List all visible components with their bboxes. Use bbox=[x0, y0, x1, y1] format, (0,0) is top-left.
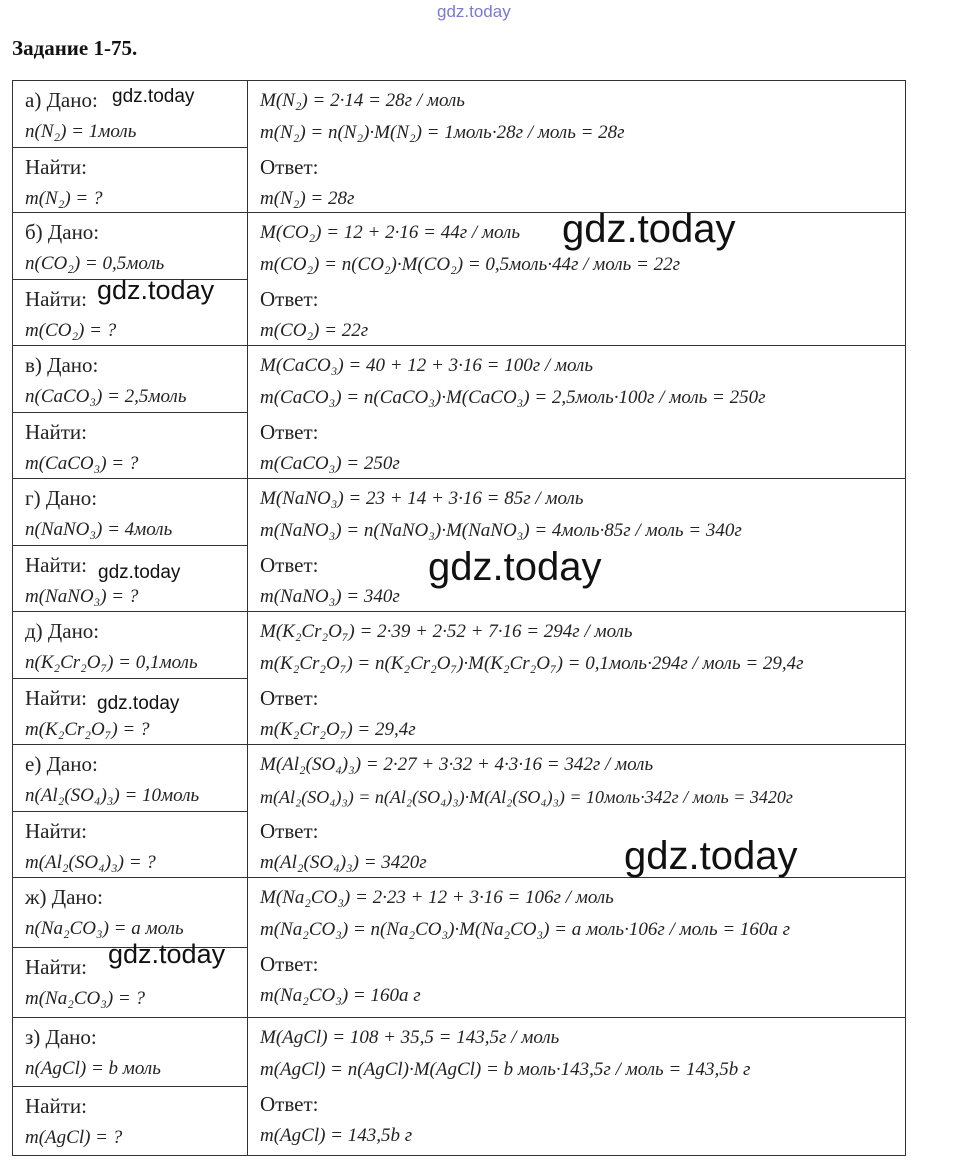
answer-label: Ответ: bbox=[260, 1092, 319, 1116]
answer-label: Ответ: bbox=[260, 287, 319, 311]
solution-column bbox=[248, 878, 905, 1017]
find-label: Найти: bbox=[25, 155, 87, 179]
molar-mass-line: M(AgCl) = 108 + 35,5 = 143,5г / моль bbox=[260, 1027, 560, 1048]
solutions-table bbox=[12, 80, 906, 1156]
molar-mass-line: M(CaCO₃) = 40 + 12 + 3·16 = 100г / моль bbox=[260, 355, 593, 376]
solution-column bbox=[248, 1018, 905, 1155]
answer-value: m(CO₂) = 22г bbox=[260, 320, 369, 341]
given-column bbox=[13, 612, 248, 744]
answer-value: m(N₂) = 28г bbox=[260, 188, 355, 209]
mass-calc-line: m(N₂) = n(N₂)·M(N₂) = 1моль·28г / моль = 28г bbox=[260, 122, 625, 143]
given-label: в) Дано: bbox=[25, 353, 99, 377]
find-value: m(K₂Cr₂O₇) = ? bbox=[25, 719, 150, 740]
answer-value: m(Na₂CO₃) = 160a г bbox=[260, 985, 421, 1006]
answer-label: Ответ: bbox=[260, 553, 319, 577]
answer-label: Ответ: bbox=[260, 686, 319, 710]
molar-mass-line: M(NaNO₃) = 23 + 14 + 3·16 = 85г / моль bbox=[260, 488, 584, 509]
molar-mass-line: M(K₂Cr₂O₇) = 2·39 + 2·52 + 7·16 = 294г / моль bbox=[260, 621, 633, 642]
given-value: n(K₂Cr₂O₇) = 0,1моль bbox=[25, 652, 198, 673]
given-value: n(N₂) = 1моль bbox=[25, 121, 137, 142]
find-value: m(NaNO₃) = ? bbox=[25, 586, 139, 607]
given-cell bbox=[13, 1018, 247, 1086]
given-label: г) Дано: bbox=[25, 486, 98, 510]
given-column bbox=[13, 745, 248, 877]
given-value: n(CO₂) = 0,5моль bbox=[25, 253, 165, 274]
molar-mass-line: M(N₂) = 2·14 = 28г / моль bbox=[260, 90, 465, 111]
page-title: Задание 1-75. bbox=[12, 36, 138, 60]
molar-mass-line: M(CO₂) = 12 + 2·16 = 44г / моль bbox=[260, 222, 520, 243]
answer-label: Ответ: bbox=[260, 155, 319, 179]
find-value: m(N₂) = ? bbox=[25, 188, 103, 209]
given-cell bbox=[13, 745, 247, 811]
watermark: gdz.today bbox=[562, 207, 736, 251]
find-cell bbox=[13, 412, 247, 479]
answer-value: m(NaNO₃) = 340г bbox=[260, 586, 400, 607]
watermark: gdz.today bbox=[112, 86, 195, 107]
find-label: Найти: bbox=[25, 955, 87, 979]
solution-column bbox=[248, 612, 905, 744]
given-label: з) Дано: bbox=[25, 1025, 97, 1049]
solution-column bbox=[248, 346, 905, 478]
answer-value: m(Al₂(SO₄)₃) = 3420г bbox=[260, 852, 427, 873]
given-cell bbox=[13, 479, 247, 545]
find-cell bbox=[13, 1086, 247, 1155]
answer-value: m(CaCO₃) = 250г bbox=[260, 453, 400, 474]
find-label: Найти: bbox=[25, 553, 87, 577]
find-label: Найти: bbox=[25, 1094, 87, 1118]
solution-column bbox=[248, 745, 905, 877]
mass-calc-line: m(Na₂CO₃) = n(Na₂CO₃)·M(Na₂CO₃) = a моль·106г / моль = 160a г bbox=[260, 919, 791, 940]
mass-calc-line: m(CO₂) = n(CO₂)·M(CO₂) = 0,5моль·44г / моль = 22г bbox=[260, 254, 680, 275]
find-cell bbox=[13, 147, 247, 214]
watermark: gdz.today bbox=[624, 834, 798, 878]
find-value: m(Al₂(SO₄)₃) = ? bbox=[25, 852, 156, 873]
find-label: Найти: bbox=[25, 819, 87, 843]
mass-calc-line: m(K₂Cr₂O₇) = n(K₂Cr₂O₇)·M(K₂Cr₂O₇) = 0,1моль·294г / моль = 29,4г bbox=[260, 653, 804, 674]
mass-calc-line: m(NaNO₃) = n(NaNO₃)·M(NaNO₃) = 4моль·85г / моль = 340г bbox=[260, 520, 742, 541]
mass-calc-line: m(Al₂(SO₄)₃) = n(Al₂(SO₄)₃)·M(Al₂(SO₄)₃) = 10моль·342г / моль = 3420г bbox=[260, 787, 793, 807]
given-label: ж) Дано: bbox=[25, 885, 103, 909]
molar-mass-line: M(Al₂(SO₄)₃) = 2·27 + 3·32 + 4·3·16 = 342г / моль bbox=[260, 754, 654, 775]
given-cell bbox=[13, 213, 247, 279]
find-value: m(CaCO₃) = ? bbox=[25, 453, 139, 474]
watermark: gdz.today bbox=[98, 562, 181, 583]
answer-value: m(AgCl) = 143,5b г bbox=[260, 1125, 413, 1146]
find-value: m(CO₂) = ? bbox=[25, 320, 117, 341]
answer-value: m(K₂Cr₂O₇) = 29,4г bbox=[260, 719, 416, 740]
molar-mass-line: M(Na₂CO₃) = 2·23 + 12 + 3·16 = 106г / моль bbox=[260, 887, 614, 908]
task-row-v bbox=[12, 346, 906, 479]
answer-label: Ответ: bbox=[260, 420, 319, 444]
find-cell bbox=[13, 811, 247, 878]
given-cell bbox=[13, 878, 247, 947]
given-value: n(CaCO₃) = 2,5моль bbox=[25, 386, 187, 407]
given-value: n(Al₂(SO₄)₃) = 10моль bbox=[25, 785, 200, 806]
given-label: а) Дано: bbox=[25, 88, 98, 112]
given-column bbox=[13, 479, 248, 611]
watermark: gdz.today bbox=[97, 275, 215, 305]
solution-column bbox=[248, 81, 905, 212]
watermark: gdz.today bbox=[97, 693, 180, 714]
given-cell bbox=[13, 612, 247, 678]
answer-label: Ответ: bbox=[260, 952, 319, 976]
given-column bbox=[13, 346, 248, 478]
given-label: д) Дано: bbox=[25, 619, 100, 643]
top-watermark: gdz.today bbox=[437, 2, 511, 21]
task-row-d bbox=[12, 612, 906, 745]
given-value: n(Na₂CO₃) = a моль bbox=[25, 918, 184, 939]
mass-calc-line: m(AgCl) = n(AgCl)·M(AgCl) = b моль·143,5г / моль = 143,5b г bbox=[260, 1059, 751, 1080]
given-label: е) Дано: bbox=[25, 752, 98, 776]
answer-label: Ответ: bbox=[260, 819, 319, 843]
given-value: n(NaNO₃) = 4моль bbox=[25, 519, 173, 540]
mass-calc-line: m(CaCO₃) = n(CaCO₃)·M(CaCO₃) = 2,5моль·100г / моль = 250г bbox=[260, 387, 766, 408]
given-cell bbox=[13, 346, 247, 412]
watermark: gdz.today bbox=[108, 939, 226, 969]
find-value: m(Na₂CO₃) = ? bbox=[25, 988, 145, 1009]
find-label: Найти: bbox=[25, 420, 87, 444]
given-value: n(AgCl) = b моль bbox=[25, 1058, 161, 1079]
find-value: m(AgCl) = ? bbox=[25, 1127, 123, 1148]
watermark: gdz.today bbox=[428, 545, 602, 589]
given-label: б) Дано: bbox=[25, 220, 100, 244]
find-label: Найти: bbox=[25, 287, 87, 311]
find-label: Найти: bbox=[25, 686, 87, 710]
given-column bbox=[13, 1018, 248, 1155]
task-row-z bbox=[12, 1018, 906, 1156]
